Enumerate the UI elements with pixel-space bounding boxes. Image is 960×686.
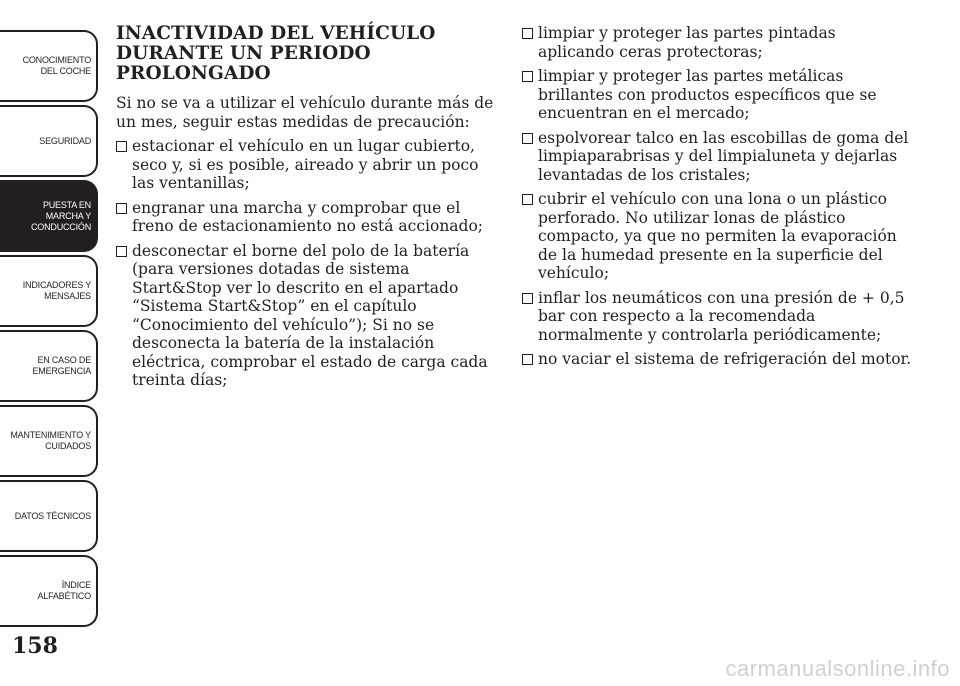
watermark: carmanualsonline.info [725,656,950,681]
list-item [116,242,496,390]
checkbox-bullet-icon [522,194,533,205]
checkbox-bullet-icon [116,203,127,214]
section-title: INACTIVIDAD DEL VEHÍCULO DURANTE UN PERIODO PROLONGADO [116,23,436,84]
precaution-list-right [522,24,914,369]
checkbox-bullet-icon [522,71,533,82]
tab-label: INDICADORES Y MENSAJES [22,280,91,301]
list-item [116,137,496,193]
checkbox-bullet-icon [116,141,127,152]
tab-label: DATOS TÉCNICOS [14,510,91,521]
tab-emergencia[interactable] [0,330,98,402]
checkbox-bullet-icon [522,293,533,304]
list-item-text: engranar una marcha y comprobar que el freno de estacionamiento no está accionado; [132,198,484,235]
intro-paragraph: Si no se va a utilizar el vehículo durante más de un mes, seguir estas medidas de precaución: [116,94,494,131]
tab-seguridad[interactable] [0,105,98,177]
list-item [522,289,914,345]
tab-label: SEGURIDAD [39,135,91,146]
left-column [116,24,496,396]
list-item [522,24,914,61]
list-item [522,190,914,283]
list-item [522,350,914,369]
tab-label: CONOCIMIENTO DEL COCHE [22,55,91,76]
tab-label: PUESTA EN MARCHA Y CONDUCCIÓN [31,199,91,232]
list-item-text: limpiar y proteger las partes pintadas aplicando ceras protectoras; [538,24,836,61]
tab-label: EN CASO DE EMERGENCIA [32,355,91,376]
tab-label: MANTENIMIENTO Y CUIDADOS [10,430,91,451]
checkbox-bullet-icon [522,28,533,39]
checkbox-bullet-icon [522,133,533,144]
precaution-list-left [116,137,496,390]
tab-conocimiento[interactable] [0,30,98,102]
list-item-text: limpiar y proteger las partes metálicas brillantes con productos específicos que se encuentran en el mercado; [538,67,877,122]
chapter-tabs [0,0,102,686]
tab-datos-tecnicos[interactable] [0,480,98,552]
list-item-text: inflar los neumáticos con una presión de + 0,5 bar con respecto a la recomendada normalmente y controlarla periódicamente; [538,288,905,344]
page-number: 158 [12,633,58,659]
tab-indicadores[interactable] [0,255,98,327]
tab-indice[interactable] [0,555,98,627]
checkbox-bullet-icon [116,246,127,257]
list-item-text: estacionar el vehículo en un lugar cubierto, seco y, si es posible, aireado y abrir un poco las ventanillas; [132,137,479,192]
list-item-text: espolvorear talco en las escobillas de goma del limpiaparabrisas y del limpialuneta y dejarlas levantadas de los cristales; [538,128,909,184]
right-column [522,24,914,375]
checkbox-bullet-icon [522,354,533,365]
list-item-text: cubrir el vehículo con una lona o un plástico perforado. No utilizar lonas de plástico compacto, ya que no permiten la evaporación de la humedad presente en la superficie del vehículo; [538,190,897,282]
tab-puesta-en-marcha[interactable] [0,180,98,252]
tab-label: ÍNDICE ALFABÉTICO [37,580,91,601]
list-item-text: no vaciar el sistema de refrigeración del motor. [538,350,912,368]
list-item [522,129,914,185]
list-item [116,199,496,236]
list-item-text: desconectar el borne del polo de la batería (para versiones dotadas de sistema Start&Stop ver lo descrito en el apartado “Sistema Start&Stop” en el capítulo “Conocimiento del vehículo”); Si no se desconecta la batería de la instalación eléctrica, comprobar el estado de carga cada treinta días; [132,241,488,389]
tab-mantenimiento[interactable] [0,405,98,477]
list-item [522,67,914,123]
